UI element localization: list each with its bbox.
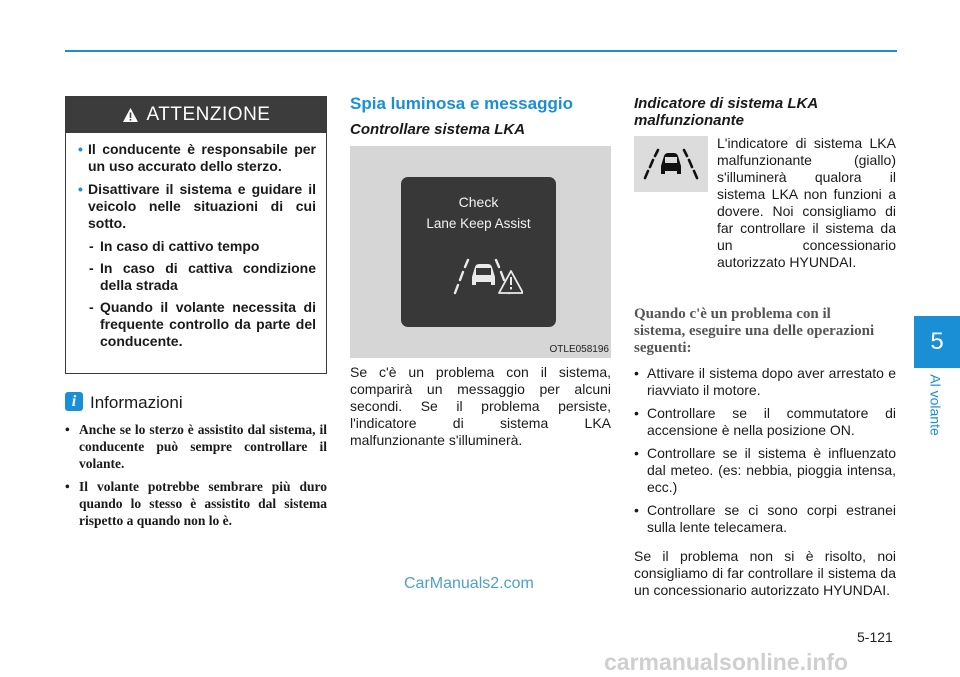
list-item: • Attivare il sistema dopo aver arrestato e riavviato il motore. (634, 365, 896, 398)
chapter-tab (914, 316, 960, 368)
cluster-screen (401, 177, 556, 327)
chapter-label-box (916, 372, 956, 438)
watermark-footer: carmanualsonline.info (604, 649, 849, 675)
warning-bullet: • Disattivare il sistema e guidare il veicolo nelle situazioni di cui sotto. (78, 181, 316, 231)
info-item: • Il volante potrebbe sembrare più duro quando lo stesso è assistito dal sistema rispetto a quando non lo è. (65, 479, 327, 528)
chapter-label: Al volante (928, 374, 945, 436)
warning-subitem: - Quando il volante necessita di frequente controllo da parte del conducente. (89, 299, 316, 349)
question-heading: Quando c'è un problema con il sistema, eseguire una delle operazioni seguenti: (634, 306, 875, 356)
top-rule (65, 50, 897, 52)
watermark-link[interactable]: CarManuals2.com (404, 575, 534, 592)
right-bullet-list (634, 365, 896, 542)
lka-indicator-image (634, 136, 708, 192)
section-subheading: Controllare sistema LKA (350, 121, 526, 138)
cluster-message-image (350, 146, 611, 358)
warning-header (66, 97, 326, 133)
right-heading: Indicatore di sistema LKA malfunzionante (634, 95, 818, 129)
screen-line-1: Check (458, 194, 499, 210)
info-icon: i (65, 392, 83, 411)
info-list (65, 421, 327, 535)
list-item: • Controllare se ci sono corpi estranei sulla lente telecamera. (634, 502, 896, 535)
page-number: 5-121 (857, 629, 893, 645)
info-title: Informazioni (90, 393, 183, 412)
warning-subitem: - In caso di cattiva condizione della strada (89, 260, 316, 293)
warning-title: ATTENZIONE (146, 104, 271, 125)
list-item: • Controllare se il commutatore di accensione è nella posizione ON. (634, 405, 896, 438)
warning-subitem: - In caso di cattivo tempo (89, 238, 260, 254)
lka-indicator-icon (643, 148, 699, 180)
right-paragraph-2: Se il problema non si è risolto, noi consigliamo di far controllare il sistema da un concessionario autorizzato HYUNDAI. (634, 548, 896, 598)
warning-box (65, 96, 327, 374)
warning-bullet: • Il conducente è responsabile per un uso accurato dello sterzo. (78, 141, 316, 174)
info-item: • Anche se lo sterzo è assistito dal sistema, il conducente può sempre controllare il volante. (65, 422, 327, 471)
section-heading: Spia luminosa e messaggio (350, 94, 573, 113)
image-code: OTLE058196 (549, 344, 609, 355)
list-item: • Controllare se il sistema è influenzato dal meteo. (es: nebbia, pioggia intensa, ecc.) (634, 445, 896, 495)
lka-warning-icon (453, 255, 523, 295)
right-paragraph-1: L'indicatore di sistema LKA malfunzionante (giallo) s'illuminerà qualora il sistema LKA non funzioni a dovere. Noi consigliamo di far controllare il sistema da un concessionario autorizzato HYUNDAI. (717, 135, 896, 270)
warning-triangle-icon (122, 107, 139, 123)
warning-body (66, 133, 326, 350)
chapter-number: 5 (930, 328, 944, 355)
middle-paragraph: Se c'è un problema con il sistema, comparirà un messaggio per alcuni secondi. Se il problema persiste, l'indicatore di sistema LKA malfunzionante s'illuminerà. (350, 364, 611, 448)
screen-line-2: Lane Keep Assist (426, 216, 531, 231)
